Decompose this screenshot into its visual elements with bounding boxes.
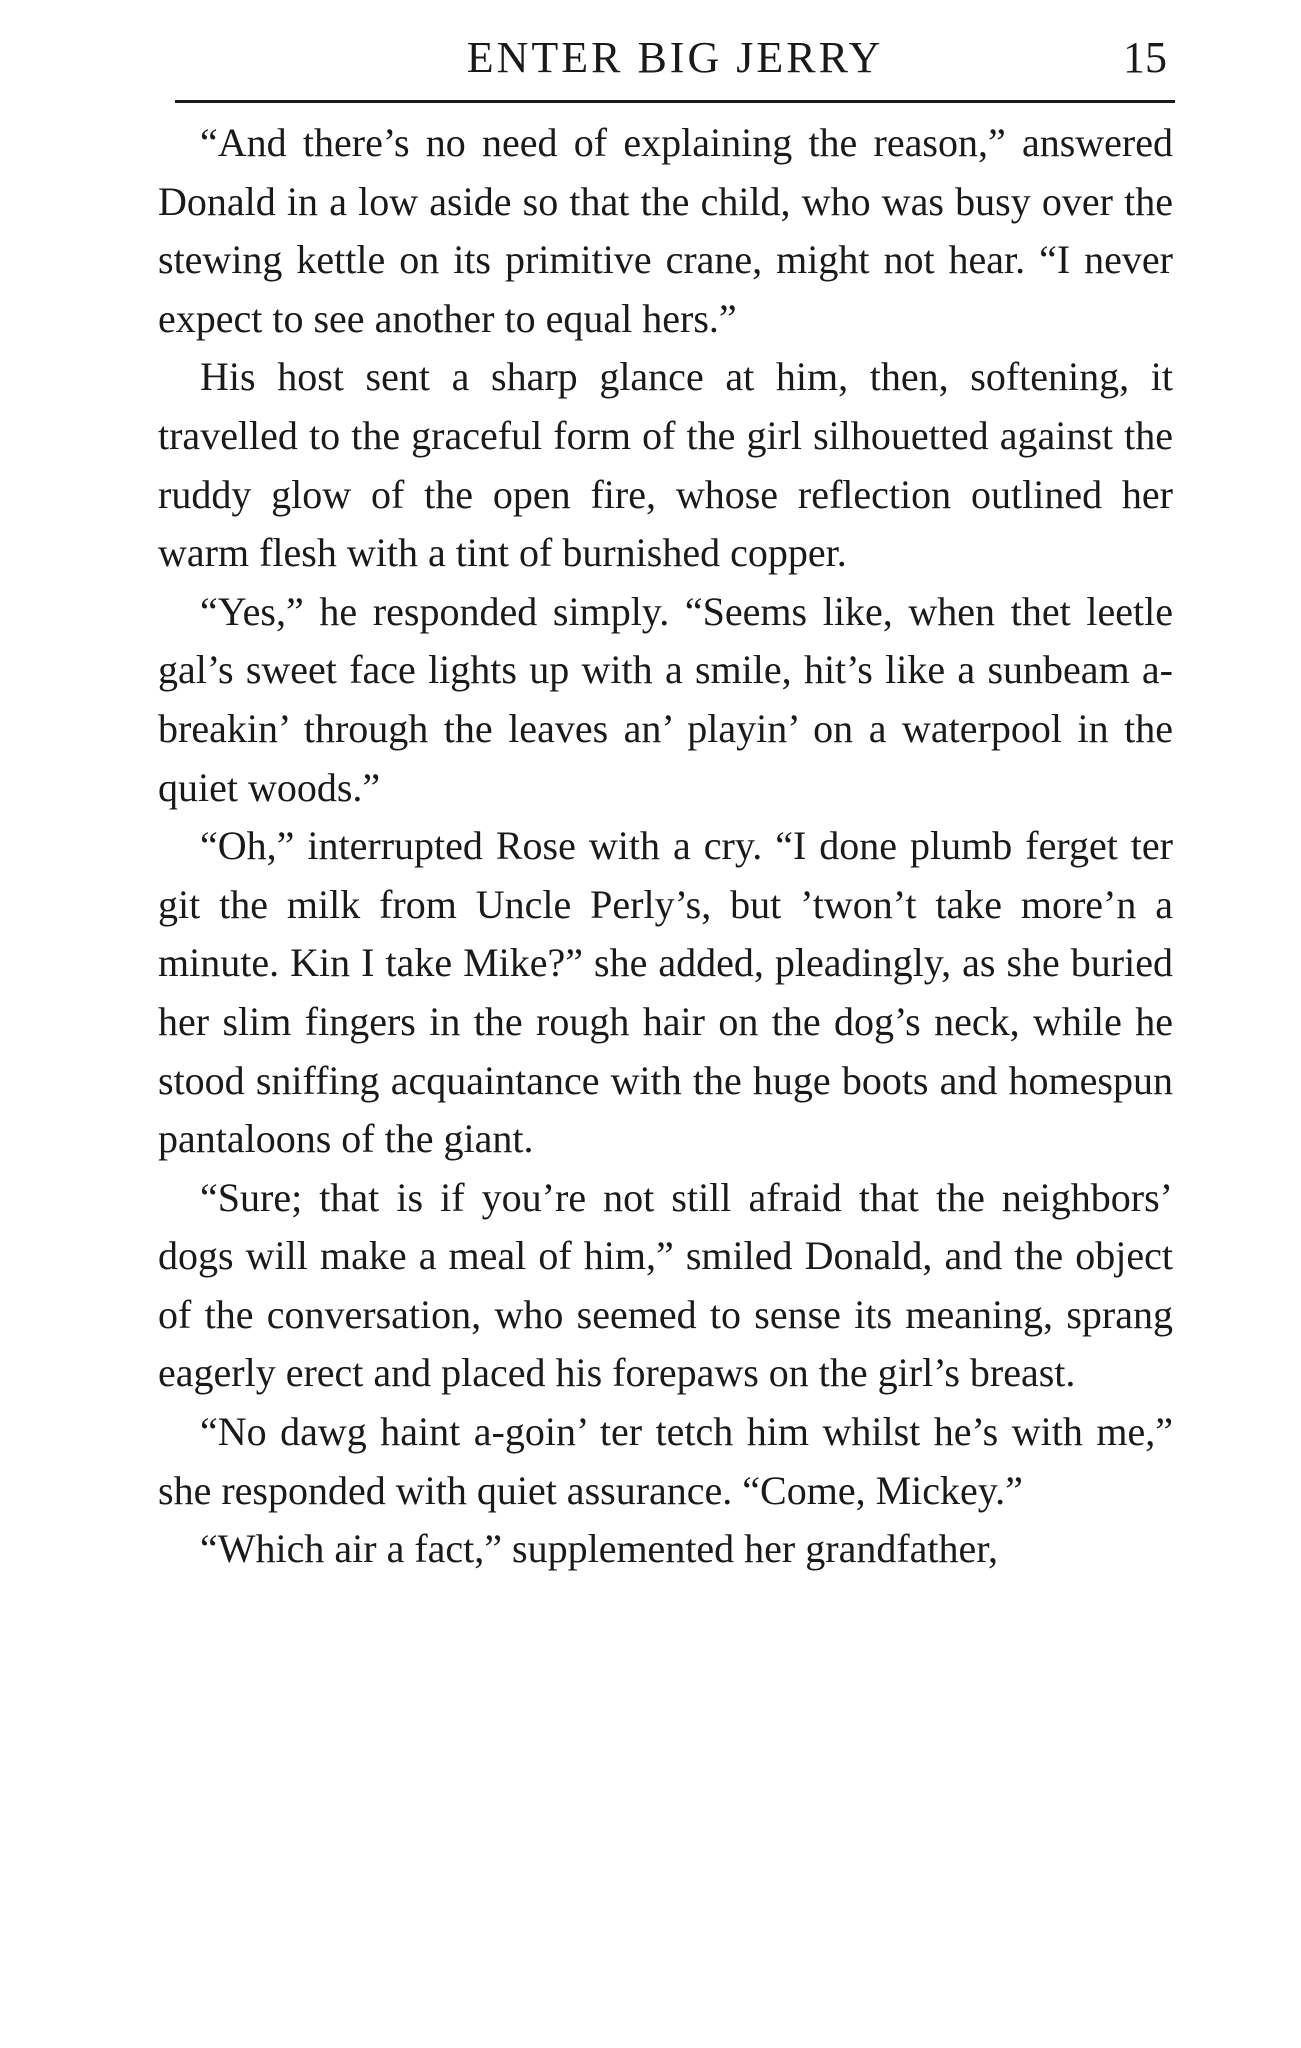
- running-title: ENTER BIG JERRY: [466, 33, 884, 82]
- paragraph-1: “And there’s no need of explaining the reason,” answered Donald in a low aside so that the child, who was busy over the stewing kettle on its primitive crane, might not hear. “I never expect to see another to equal hers.”: [158, 120, 1173, 341]
- paragraph-5: “Sure; that is if you’re not still afraid that the neighbors’ dogs will make a meal of him,” smiled Donald, and the object of the conversation, who seemed to sense its meaning, sprang eagerly erect and placed his forepaws on the girl’s breast.: [158, 1174, 1173, 1396]
- header-rule: [175, 100, 1175, 103]
- paragraph-2: His host sent a sharp glance at him, then, softening, it travelled to the graceful form of the girl silhouetted against the ruddy glow of the open fire, whose reflection outlined her warm flesh with a tint of burnished copper.: [158, 354, 1173, 576]
- body-text: [158, 114, 1173, 1579]
- running-head: [175, 28, 1175, 88]
- paragraph-6: “No dawg haint a-goin’ ter tetch him whilst he’s with me,” she responded with quiet assurance. “Come, Mickey.”: [158, 1409, 1173, 1513]
- paragraph-4: “Oh,” interrupted Rose with a cry. “I done plumb ferget ter git the milk from Uncle Perly’s, but ’twon’t take more’n a minute. Kin I take Mike?” she added, pleadingly, as she buried her slim fingers in the rough hair on the dog’s neck, while he stood sniffing acquaintance with the huge boots and homespun pantaloons of the giant.: [158, 823, 1173, 1162]
- paragraph-7: “Which air a fact,” supplemented her grandfather,: [200, 1526, 998, 1572]
- page-number: 15: [1123, 33, 1167, 82]
- paragraph-3: “Yes,” he responded simply. “Seems like, when thet leetle gal’s sweet face lights up with a smile, hit’s like a sunbeam a-breakin’ through the leaves an’ playin’ on a waterpool in the quiet woods.”: [158, 588, 1173, 810]
